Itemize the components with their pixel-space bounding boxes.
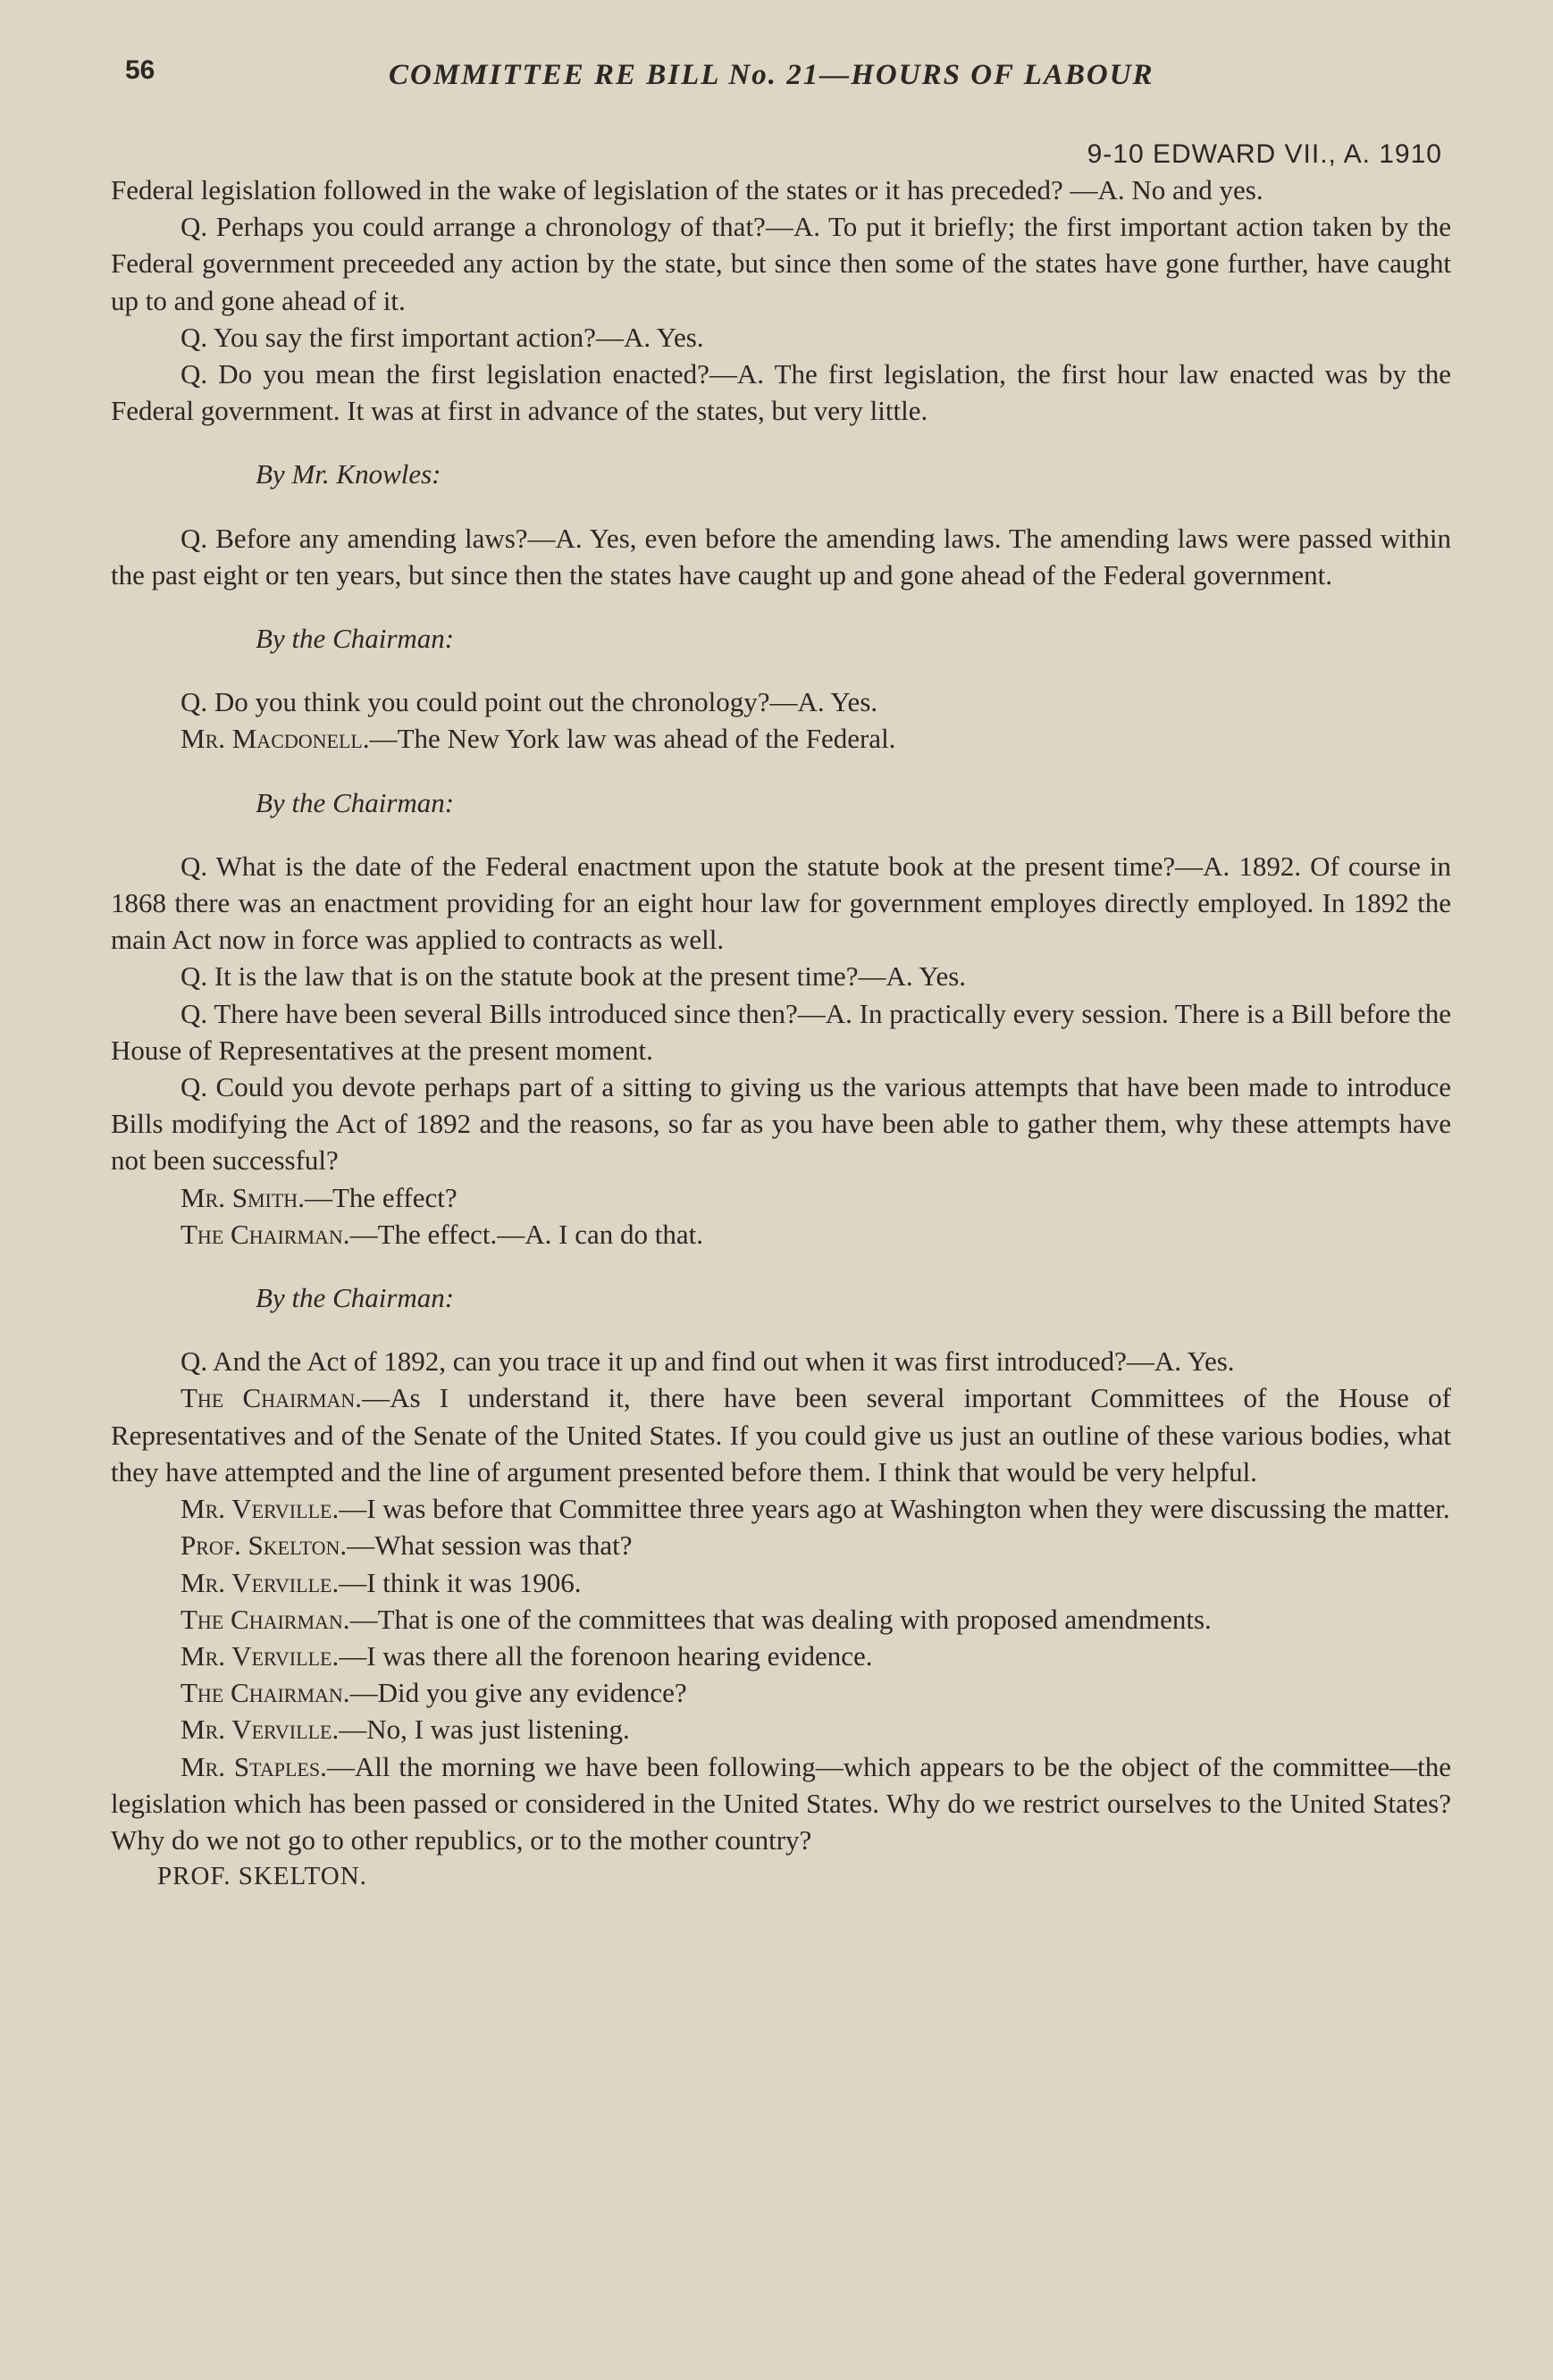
examiner-heading: By the Chairman: xyxy=(256,1282,455,1314)
testimony-paragraph xyxy=(111,1068,1451,1179)
testimony-paragraph xyxy=(111,958,1451,994)
paragraph-text: —Did you give any evidence? xyxy=(349,1677,687,1709)
paragraph-text: Federal legislation followed in the wake of legislation of the states or it has preceded? —A. No and yes. xyxy=(111,174,1263,205)
paragraph-text: —All the morning we have been following—which appears to be the object of the committee—the legislation which has been passed or considered in the United States. Why do we restrict ourselves to the United States? Why do we not go to other republics, or to the mother country? xyxy=(111,1750,1451,1856)
paragraph-text: —The effect.—A. I can do that. xyxy=(349,1218,703,1250)
examiner-heading: By the Chairman: xyxy=(256,623,455,655)
speaker-paragraph xyxy=(111,1527,1451,1563)
examiner-heading: By Mr. Knowles: xyxy=(256,458,441,490)
paragraph-text: —I think it was 1906. xyxy=(339,1566,582,1598)
paragraph-text: Q. Perhaps you could arrange a chronology of that?—A. To put it briefly; the first important action taken by the Federal government preceeded any action by the state, but since then some of the states have gone further, have caught up to and gone ahead of it. xyxy=(111,211,1451,316)
paragraph-text: Q. Do you think you could point out the chronology?—A. Yes. xyxy=(180,686,878,718)
testimony-paragraph xyxy=(111,172,1451,208)
speaker-name: Mr. Staples. xyxy=(180,1750,327,1782)
speaker-name: The Chairman. xyxy=(180,1603,350,1635)
testimony-paragraph xyxy=(111,683,1451,720)
paragraph-text: Q. Do you mean the first legislation enacted?—A. The first legislation, the first hour law enacted was by the Federal government. It was at first in advance of the states, but very little. xyxy=(111,358,1451,427)
section-gap xyxy=(111,593,1451,620)
paragraph-text: —No, I was just listening. xyxy=(339,1714,630,1746)
signature-line: PROF. SKELTON. xyxy=(157,1862,367,1891)
speaker-name: Mr. Verville. xyxy=(180,1639,340,1672)
speaker-name: The Chairman. xyxy=(180,1218,350,1250)
paragraph-text: Q. Could you devote perhaps part of a sitting to giving us the various attempts that have been made to introduce Bills modifying the Act of 1892 and the reasons, so far as you have been able to gather them, why these attempts have not been successful? xyxy=(111,1071,1451,1177)
section-gap xyxy=(111,429,1451,456)
section-gap xyxy=(111,1253,1451,1279)
speaker-paragraph xyxy=(111,1216,1451,1253)
paragraph-text: Q. And the Act of 1892, can you trace it up and find out when it was first introduced?—A. Yes. xyxy=(180,1345,1235,1378)
session-line: 9-10 EDWARD VII., A. 1910 xyxy=(1087,139,1442,169)
speaker-paragraph xyxy=(111,1179,1451,1216)
paragraph-text: Q. You say the first important action?—A. Yes. xyxy=(180,321,704,353)
speaker-name: The Chairman. xyxy=(180,1677,350,1709)
testimony-paragraph xyxy=(111,319,1451,356)
speaker-name: Mr. Verville. xyxy=(180,1493,340,1525)
paragraph-text: —That is one of the committees that was dealing with proposed amendments. xyxy=(349,1603,1212,1635)
running-head: COMMITTEE RE BILL No. 21—HOURS OF LABOUR xyxy=(389,59,1154,91)
paragraph-text: —I was before that Committee three years ago at Washington when they were discussing the matter. xyxy=(339,1493,1450,1525)
paragraph-text: —The New York law was ahead of the Federal. xyxy=(369,723,896,755)
speaker-paragraph xyxy=(111,1674,1451,1711)
speaker-name: Mr. Smith. xyxy=(180,1181,305,1213)
testimony-paragraph xyxy=(111,208,1451,319)
testimony-paragraph xyxy=(111,520,1451,593)
speaker-name: Prof. Skelton. xyxy=(180,1529,348,1562)
speaker-paragraph xyxy=(111,1601,1451,1638)
speaker-name: Mr. Verville. xyxy=(180,1714,340,1746)
paragraph-text: —As I understand it, there have been several important Committees of the House of Representatives and of the Senate of the United States. If you could give us just an outline of these various bodies, what they have attempted and the line of argument presented before them. I think that would be very helpful. xyxy=(111,1382,1451,1488)
speaker-name: The Chairman. xyxy=(180,1382,363,1414)
examiner-heading: By the Chairman: xyxy=(256,786,455,818)
speaker-paragraph xyxy=(111,1638,1451,1674)
paragraph-text: Q. Before any amending laws?—A. Yes, even before the amending laws. The amending laws were passed within the past eight or ten years, but since then the states have caught up and gone ahead of the Federal government. xyxy=(111,522,1451,591)
testimony-paragraph xyxy=(111,995,1451,1068)
speaker-name: Mr. Macdonell. xyxy=(180,723,370,755)
speaker-paragraph xyxy=(111,1748,1451,1859)
paragraph-text: Q. It is the law that is on the statute book at the present time?—A. Yes. xyxy=(180,960,967,993)
testimony-paragraph xyxy=(111,1343,1451,1379)
testimony-paragraph xyxy=(111,848,1451,959)
speaker-paragraph xyxy=(111,720,1451,757)
speaker-paragraph xyxy=(111,1711,1451,1747)
testimony-paragraph xyxy=(111,356,1451,429)
paragraph-text: —What session was that? xyxy=(347,1529,633,1562)
paragraph-text: Q. What is the date of the Federal enactment upon the statute book at the present time?—A. 1892. Of course in 1868 there was an enactment providing for an eight hour law for government employes directly employed. In 1892 the main Act now in force was applied to contracts as well. xyxy=(111,850,1451,956)
speaker-paragraph xyxy=(111,1379,1451,1490)
section-gap xyxy=(111,657,1451,683)
speaker-name: Mr. Verville. xyxy=(180,1566,340,1598)
paragraph-text: —The effect? xyxy=(304,1181,458,1213)
body-text xyxy=(111,172,1451,1895)
paragraph-text: Q. There have been several Bills introduced since then?—A. In practically every session. There is a Bill before the House of Representatives at the present moment. xyxy=(111,997,1451,1066)
paragraph-text: —I was there all the forenoon hearing evidence. xyxy=(339,1639,873,1672)
section-gap xyxy=(111,758,1451,784)
section-gap xyxy=(111,1316,1451,1343)
section-gap xyxy=(111,821,1451,848)
speaker-paragraph xyxy=(111,1564,1451,1601)
speaker-paragraph xyxy=(111,1490,1451,1527)
page-number: 56 xyxy=(125,55,155,85)
section-gap xyxy=(111,493,1451,520)
